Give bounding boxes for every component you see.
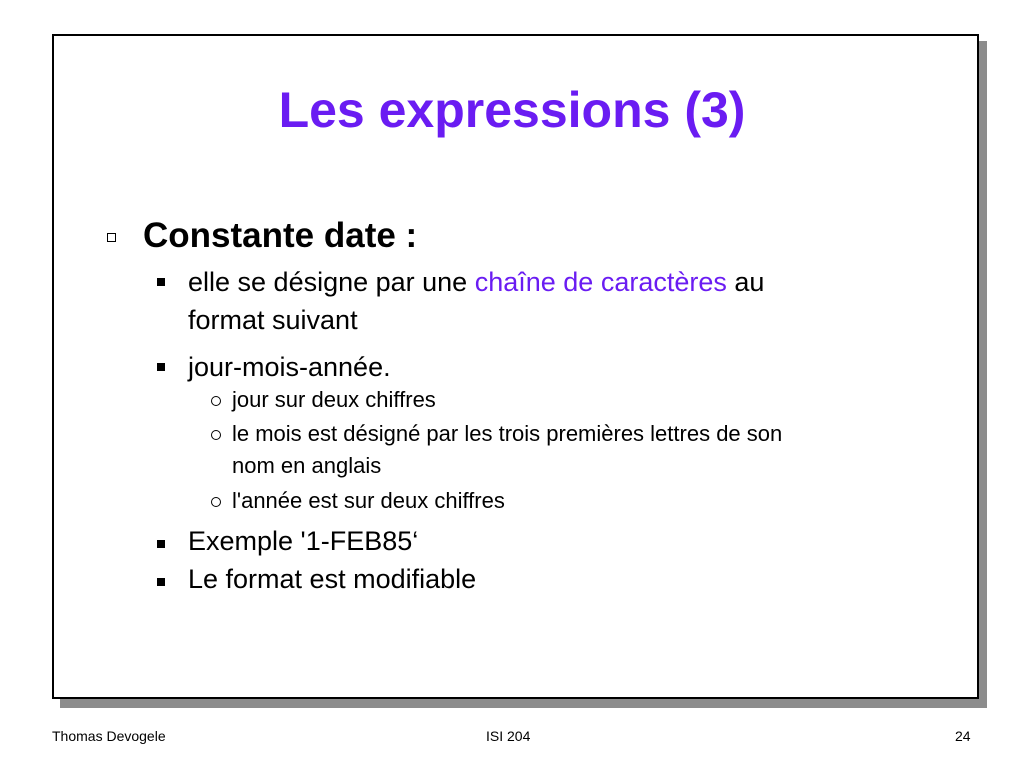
- footer-author: Thomas Devogele: [52, 728, 166, 744]
- sub-bullet-mois: le mois est désigné par les trois premières lettres de son: [232, 421, 783, 446]
- sub-bullet-annee: l'année est sur deux chiffres: [232, 488, 505, 513]
- circle-bullet-icon: [211, 497, 221, 507]
- circle-bullet-icon: [211, 396, 221, 406]
- square-bullet-icon: [157, 540, 165, 548]
- square-bullet-icon: [157, 278, 165, 286]
- bullet-item-format: jour-mois-année.: [188, 352, 391, 382]
- square-outline-bullet-icon: [107, 233, 116, 242]
- sub-bullet-jour: jour sur deux chiffres: [232, 387, 436, 412]
- bullet-item-modifiable: Le format est modifiable: [188, 564, 477, 594]
- bullet-text: au: [726, 267, 765, 297]
- bullet-item-exemple: Exemple '1-FEB85‘: [188, 526, 419, 556]
- footer-page-number: 24: [955, 728, 971, 744]
- bullet-item-chaine: [188, 264, 764, 301]
- square-bullet-icon: [157, 363, 165, 371]
- bullet-constante-date: Constante date :: [143, 216, 418, 255]
- slide-title: Les expressions (3): [278, 82, 746, 138]
- footer-course: ISI 204: [486, 728, 531, 744]
- circle-bullet-icon: [211, 430, 221, 440]
- bullet-text: elle se désigne par une: [188, 267, 475, 297]
- highlight-text: chaîne de caractères: [474, 267, 727, 297]
- bullet-item-chaine-continued: format suivant: [188, 305, 358, 335]
- square-bullet-icon: [157, 578, 165, 586]
- sub-bullet-mois-continued: nom en anglais: [232, 453, 382, 478]
